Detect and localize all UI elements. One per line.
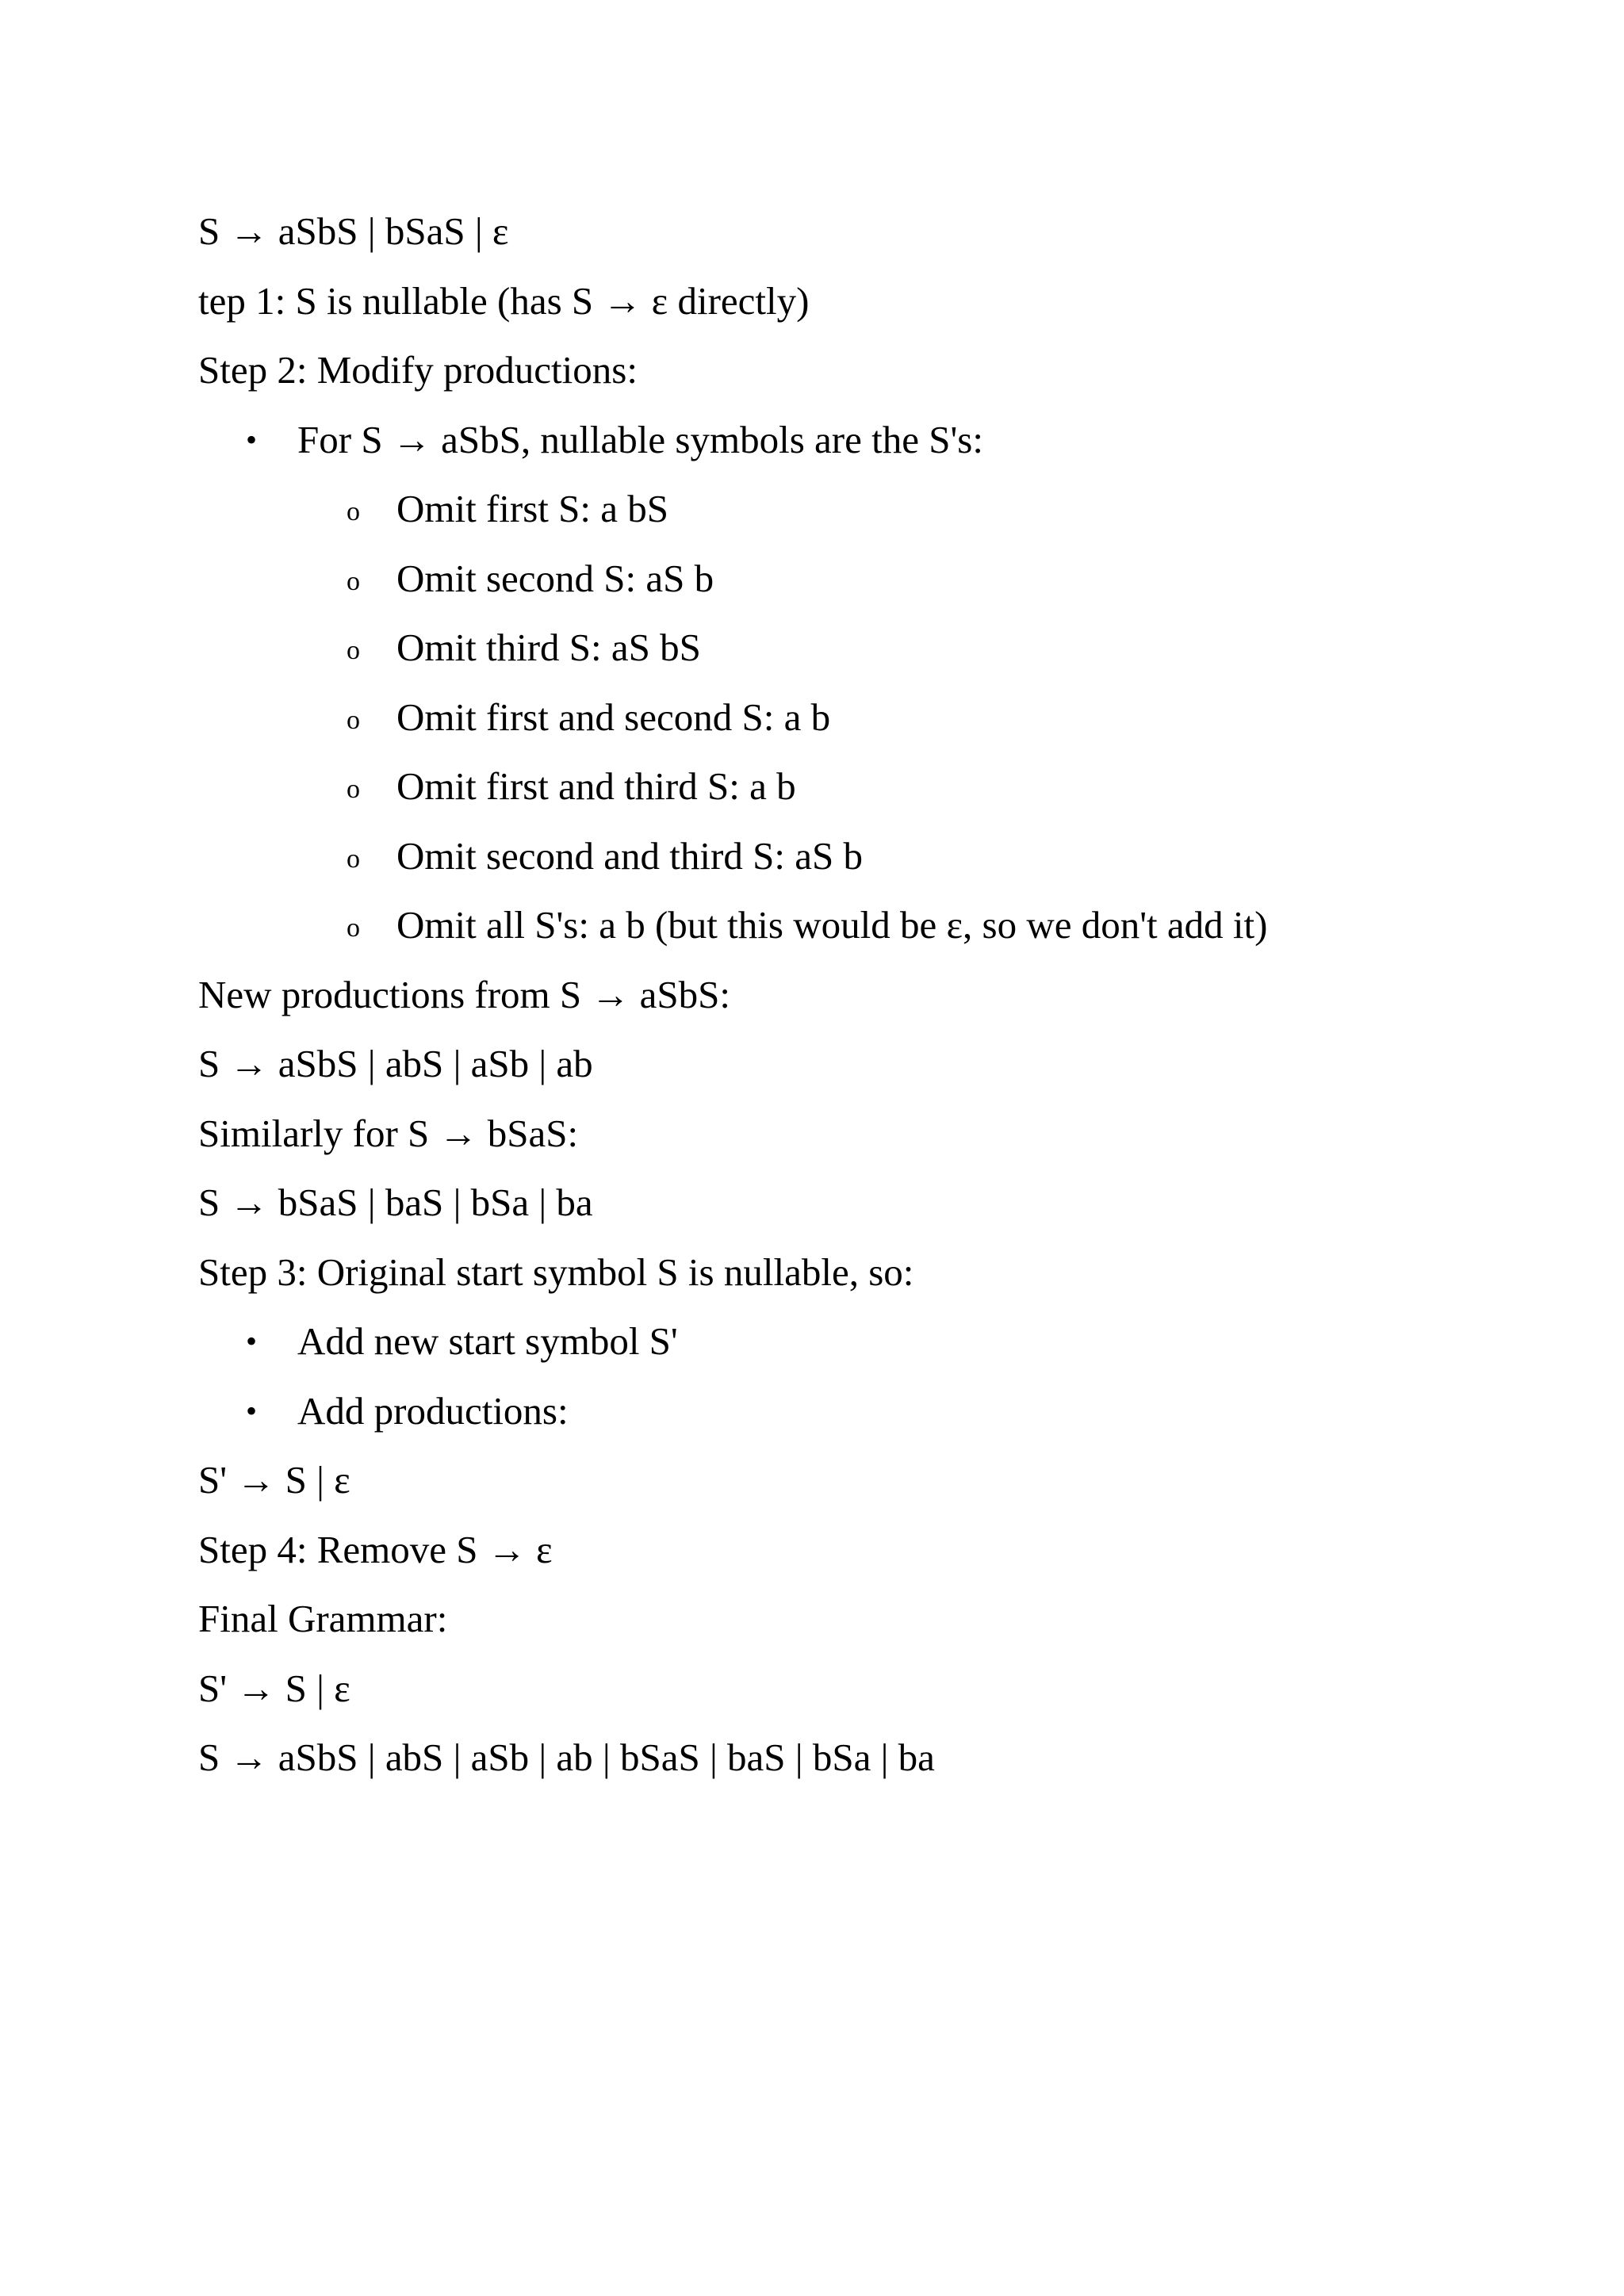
line-text: Similarly for S → bSaS: — [198, 1111, 579, 1155]
line-text: Step 4: Remove S → ε — [198, 1527, 553, 1571]
production-rule — [198, 1723, 1546, 1793]
sub-list-item-text: Omit first and second S: a b — [396, 695, 831, 739]
sub-list-item — [198, 544, 1546, 614]
line-text: Final Grammar: — [198, 1597, 448, 1640]
line-text: New productions from S → aSbS: — [198, 972, 730, 1016]
bullet-circle-icon: o — [347, 497, 360, 526]
production-rule — [198, 1168, 1546, 1238]
sub-list-item-text: Omit second S: aS b — [396, 556, 714, 600]
line-text: S → aSbS | bSaS | ε — [198, 209, 509, 253]
list-item — [198, 1376, 1546, 1446]
bullet-circle-icon: o — [347, 775, 360, 804]
bullet-disc-icon: • — [246, 1323, 258, 1359]
bullet-circle-icon: o — [347, 566, 360, 596]
production-rule — [198, 1445, 1546, 1515]
sub-list-item — [198, 752, 1546, 821]
sub-list-item-text: Omit second and third S: aS b — [396, 833, 863, 878]
line-text: S → aSbS | abS | aSb | ab | bSaS | baS | bSa | ba — [198, 1735, 935, 1779]
bullet-disc-icon: • — [246, 421, 258, 457]
sub-list-item-text: Omit first and third S: a b — [396, 764, 796, 808]
grammar-original — [198, 197, 1546, 266]
sub-list-item — [198, 821, 1546, 891]
step-3-heading — [198, 1238, 1546, 1307]
sub-list-item-text: Omit all S's: a b (but this would be ε, so we don't add it) — [396, 903, 1268, 947]
sub-list-item — [198, 683, 1546, 752]
bullet-disc-icon: • — [246, 1392, 258, 1429]
sub-list-item-text: Omit first S: a bS — [396, 487, 669, 530]
line-text: S' → S | ε — [198, 1666, 350, 1710]
line-text: Step 3: Original start symbol S is nullable, so: — [198, 1249, 914, 1294]
list-item-text: For S → aSbS, nullable symbols are the S's: — [297, 417, 983, 461]
list-item — [198, 1307, 1546, 1376]
sub-list-item — [198, 890, 1546, 960]
line-text: S' → S | ε — [198, 1458, 350, 1502]
bullet-circle-icon: o — [347, 705, 360, 735]
final-grammar-heading — [198, 1584, 1546, 1654]
line-text: S → aSbS | abS | aSb | ab — [198, 1042, 593, 1085]
step-1-heading — [198, 266, 1546, 336]
new-productions-heading — [198, 960, 1546, 1030]
line-text: tep 1: S is nullable (has S → ε directly) — [198, 278, 810, 323]
step-4-heading — [198, 1515, 1546, 1585]
line-text: Step 2: Modify productions: — [198, 348, 638, 392]
list-item-text: Add productions: — [297, 1388, 569, 1433]
bullet-circle-icon: o — [347, 636, 360, 665]
list-item-text: Add new start symbol S' — [297, 1319, 678, 1363]
production-rule — [198, 1029, 1546, 1099]
sub-list-item-text: Omit third S: aS bS — [396, 626, 701, 669]
step-2-heading — [198, 335, 1546, 405]
bullet-circle-icon: o — [347, 913, 360, 943]
sub-list-item — [198, 474, 1546, 544]
production-rule — [198, 1654, 1546, 1724]
line-text: S → bSaS | baS | bSa | ba — [198, 1181, 593, 1224]
similarly-heading — [198, 1099, 1546, 1169]
sub-list-item — [198, 613, 1546, 683]
list-item — [198, 405, 1546, 475]
bullet-circle-icon: o — [347, 844, 360, 874]
document-content — [198, 197, 1546, 1793]
